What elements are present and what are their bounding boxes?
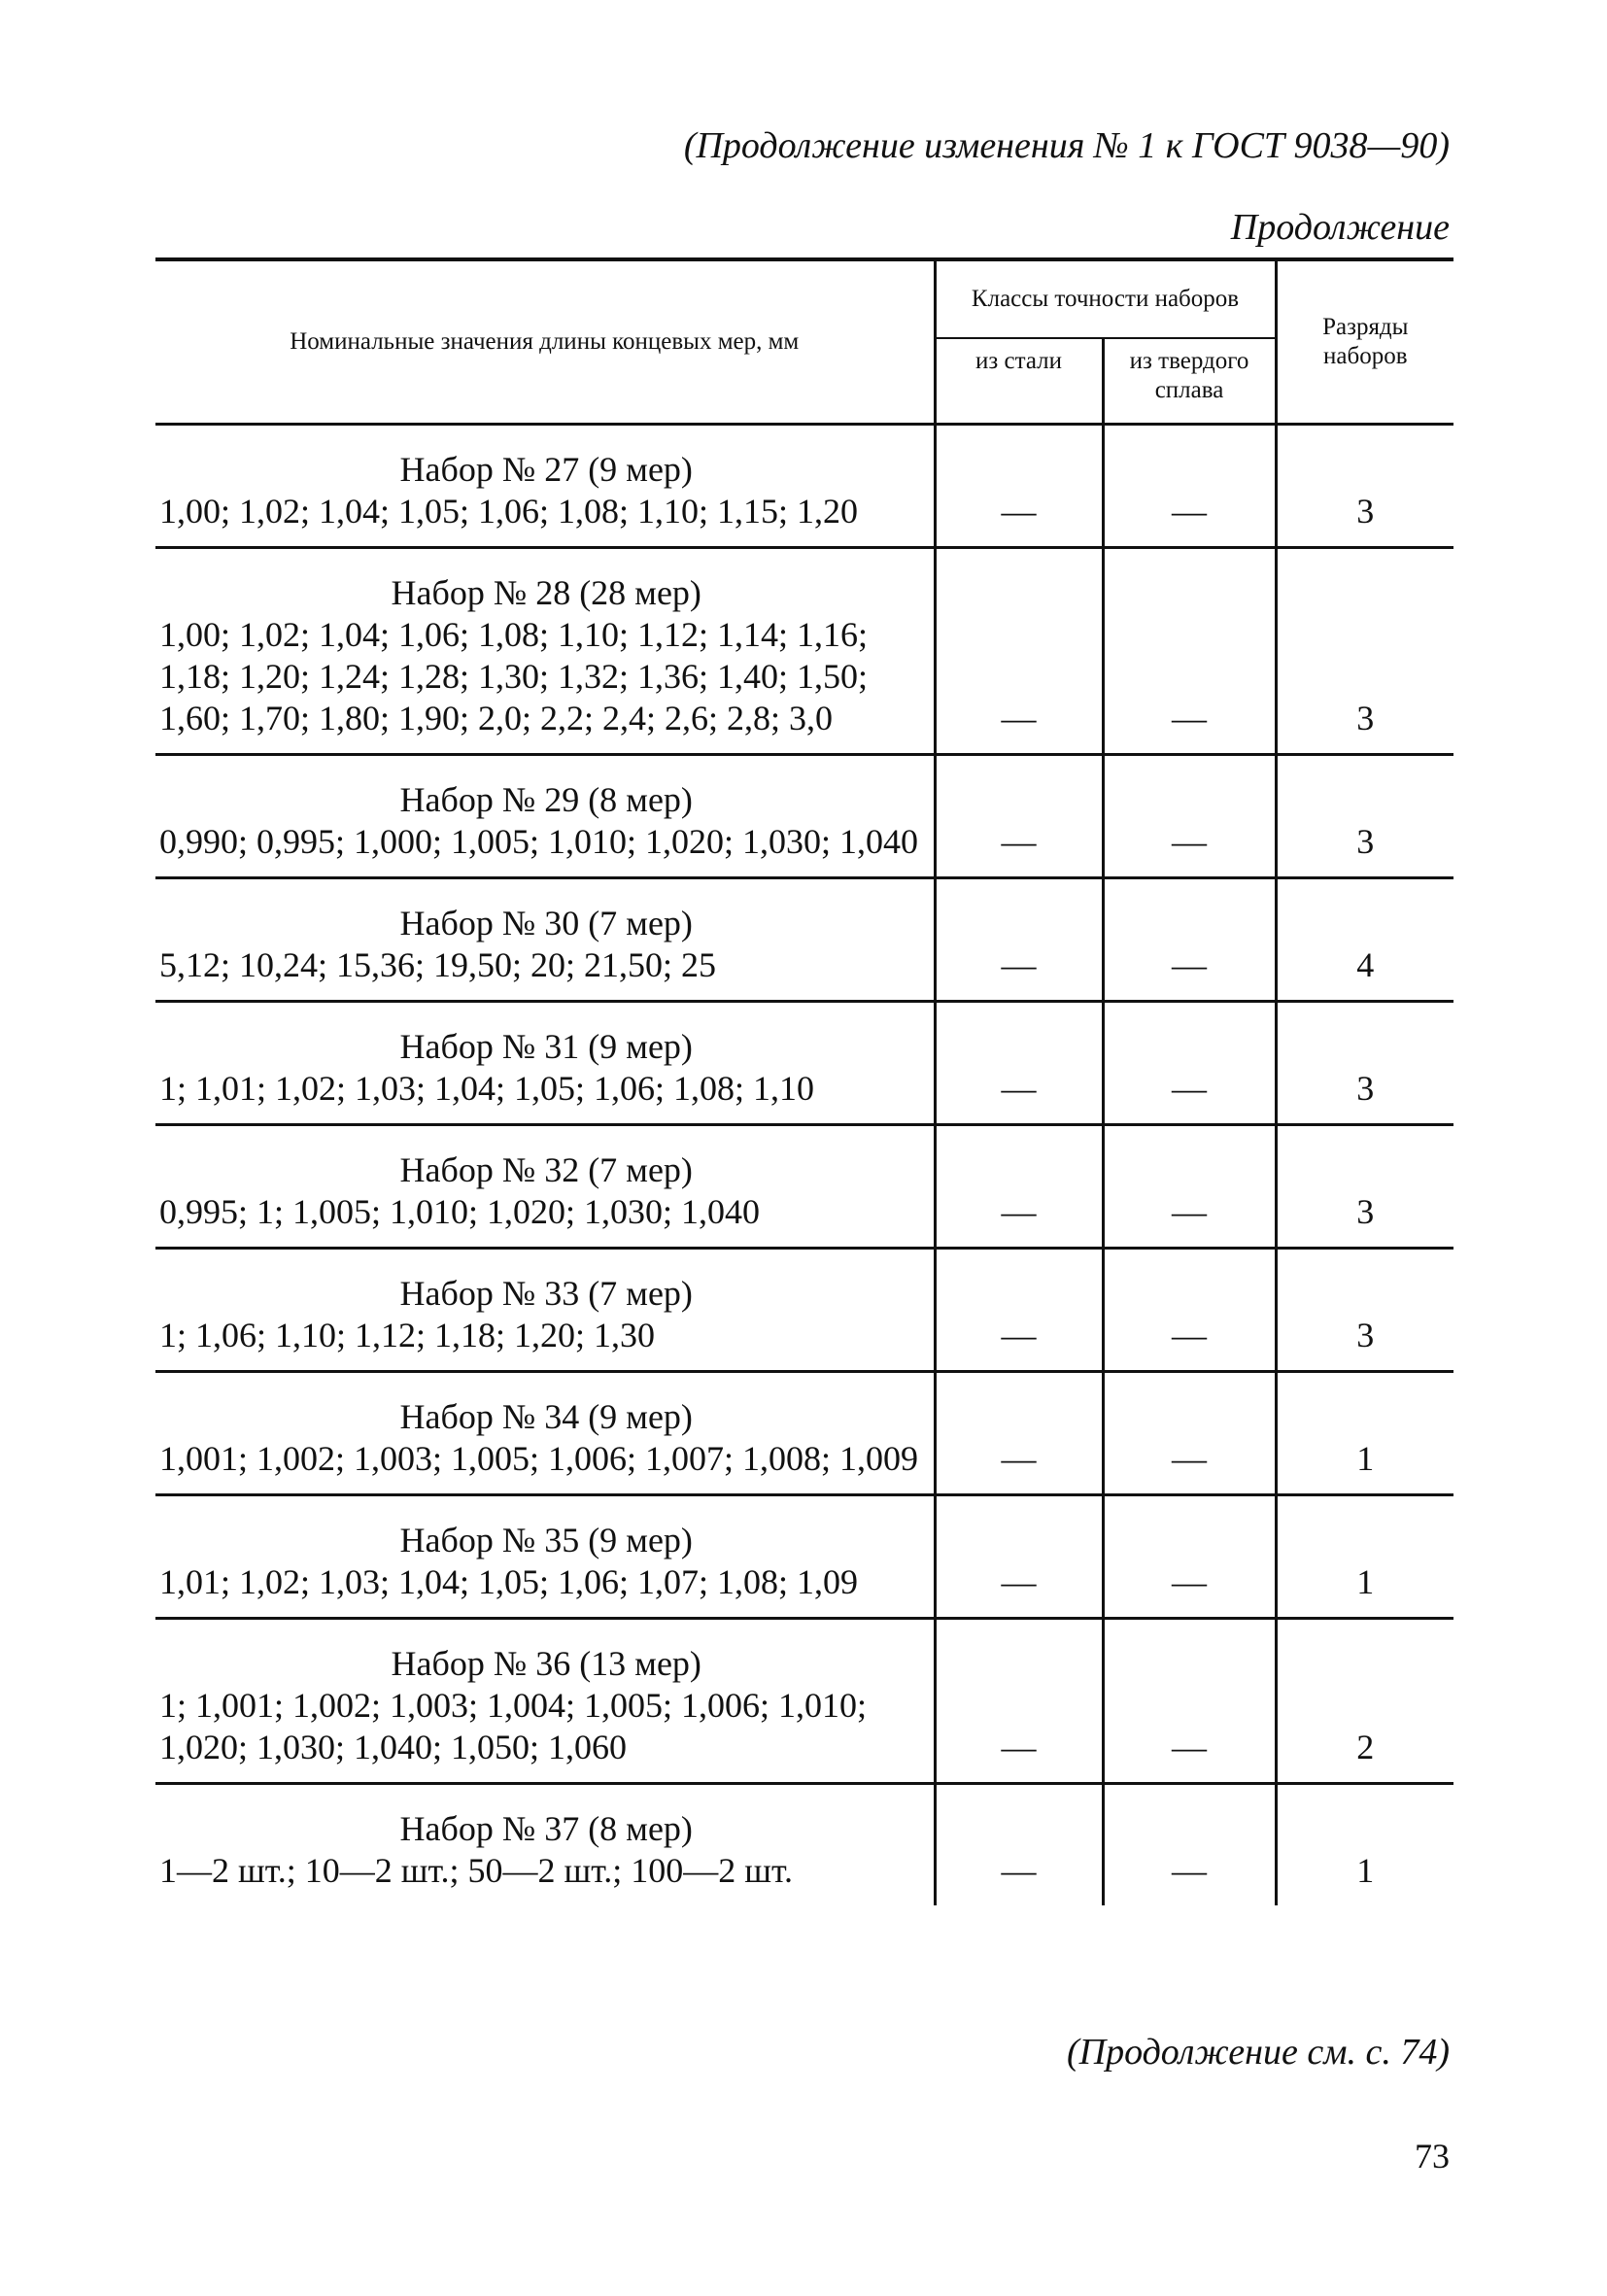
set-description (155, 1002, 935, 1125)
table-row (155, 1249, 1453, 1372)
set-title: Набор № 37 (8 мер) (399, 1809, 693, 1848)
continuation-note: (Продолжение см. с. 74) (1066, 2032, 1450, 2073)
column-header-accuracy-classes: Классы точности наборов (935, 259, 1276, 338)
set-description (155, 425, 935, 548)
set-title: Набор № 34 (9 мер) (399, 1397, 693, 1436)
table-row (155, 425, 1453, 548)
steel-class-cell: — (935, 1125, 1103, 1249)
steel-class-cell: — (935, 1495, 1103, 1619)
table-row (155, 755, 1453, 878)
grade-cell: 3 (1276, 1249, 1453, 1372)
set-values: 1; 1,001; 1,002; 1,003; 1,004; 1,005; 1,006; 1,010; 1,020; 1,030; 1,040; 1,050; 1,060 (159, 1686, 868, 1766)
set-values: 1; 1,01; 1,02; 1,03; 1,04; 1,05; 1,06; 1,08; 1,10 (159, 1069, 815, 1108)
grade-cell: 1 (1276, 1495, 1453, 1619)
column-header-hard-alloy: из твердого сплава (1103, 338, 1276, 425)
set-title: Набор № 31 (9 мер) (399, 1027, 693, 1066)
hard-alloy-class-cell: — (1103, 755, 1276, 878)
hard-alloy-class-cell: — (1103, 1125, 1276, 1249)
steel-class-cell: — (935, 755, 1103, 878)
table-row (155, 1125, 1453, 1249)
set-description (155, 548, 935, 755)
set-title: Набор № 33 (7 мер) (399, 1274, 693, 1313)
set-values: 0,990; 0,995; 1,000; 1,005; 1,010; 1,020; 1,030; 1,040 (159, 822, 919, 861)
set-title: Набор № 27 (9 мер) (399, 450, 693, 489)
set-values: 1,01; 1,02; 1,03; 1,04; 1,05; 1,06; 1,07; 1,08; 1,09 (159, 1562, 859, 1601)
gauge-block-sets-table (155, 257, 1453, 1905)
steel-class-cell: — (935, 1249, 1103, 1372)
table-row (155, 1495, 1453, 1619)
table-row (155, 878, 1453, 1002)
hard-alloy-class-cell: — (1103, 1784, 1276, 1906)
table-row (155, 1372, 1453, 1495)
steel-class-cell: — (935, 1372, 1103, 1495)
grade-cell: 2 (1276, 1619, 1453, 1784)
hard-alloy-class-cell: — (1103, 1495, 1276, 1619)
steel-class-cell: — (935, 1002, 1103, 1125)
table-row (155, 1002, 1453, 1125)
page-header: (Продолжение изменения № 1 к ГОСТ 9038—90) (683, 125, 1450, 166)
column-header-grades: Разряды наборов (1276, 259, 1453, 425)
grade-cell: 3 (1276, 1125, 1453, 1249)
set-description (155, 1372, 935, 1495)
set-values: 1—2 шт.; 10—2 шт.; 50—2 шт.; 100—2 шт. (159, 1851, 793, 1890)
table-row (155, 1619, 1453, 1784)
set-values: 1,001; 1,002; 1,003; 1,005; 1,006; 1,007; 1,008; 1,009 (159, 1439, 919, 1478)
set-description (155, 1784, 935, 1906)
grade-cell: 4 (1276, 878, 1453, 1002)
table-row (155, 1784, 1453, 1906)
set-values: 1,00; 1,02; 1,04; 1,05; 1,06; 1,08; 1,10; 1,15; 1,20 (159, 492, 859, 531)
grade-cell: 1 (1276, 1372, 1453, 1495)
set-values: 1,00; 1,02; 1,04; 1,06; 1,08; 1,10; 1,12; 1,14; 1,16; 1,18; 1,20; 1,24; 1,28; 1,30; 1,32; 1,36; 1,40; 1,50; 1,60; 1,70; 1,80; 1,90; 2,0; 2,2; 2,4; 2,6; 2,8; 3,0 (159, 615, 869, 737)
hard-alloy-class-cell: — (1103, 1002, 1276, 1125)
table-row (155, 548, 1453, 755)
hard-alloy-class-cell: — (1103, 1619, 1276, 1784)
set-title: Набор № 32 (7 мер) (399, 1150, 693, 1189)
continuation-label: Продолжение (1230, 207, 1450, 248)
steel-class-cell: — (935, 1784, 1103, 1906)
hard-alloy-class-cell: — (1103, 425, 1276, 548)
set-description (155, 1619, 935, 1784)
set-description (155, 1495, 935, 1619)
set-description (155, 878, 935, 1002)
hard-alloy-class-cell: — (1103, 1249, 1276, 1372)
hard-alloy-class-cell: — (1103, 878, 1276, 1002)
steel-class-cell: — (935, 425, 1103, 548)
steel-class-cell: — (935, 878, 1103, 1002)
set-title: Набор № 30 (7 мер) (399, 904, 693, 942)
set-title: Набор № 35 (9 мер) (399, 1521, 693, 1559)
set-description (155, 1249, 935, 1372)
set-title: Набор № 28 (28 мер) (391, 573, 701, 612)
grade-cell: 3 (1276, 425, 1453, 548)
set-description (155, 755, 935, 878)
grade-cell: 3 (1276, 1002, 1453, 1125)
grade-cell: 3 (1276, 548, 1453, 755)
steel-class-cell: — (935, 548, 1103, 755)
steel-class-cell: — (935, 1619, 1103, 1784)
column-header-steel: из стали (935, 338, 1103, 425)
column-header-nominal: Номинальные значения длины концевых мер, мм (155, 259, 935, 425)
set-title: Набор № 36 (13 мер) (391, 1644, 701, 1683)
page-number: 73 (1415, 2137, 1450, 2176)
grade-cell: 3 (1276, 755, 1453, 878)
set-values: 1; 1,06; 1,10; 1,12; 1,18; 1,20; 1,30 (159, 1316, 656, 1354)
set-description (155, 1125, 935, 1249)
set-values: 0,995; 1; 1,005; 1,010; 1,020; 1,030; 1,040 (159, 1192, 761, 1231)
hard-alloy-class-cell: — (1103, 1372, 1276, 1495)
hard-alloy-class-cell: — (1103, 548, 1276, 755)
grade-cell: 1 (1276, 1784, 1453, 1906)
set-values: 5,12; 10,24; 15,36; 19,50; 20; 21,50; 25 (159, 945, 717, 984)
set-title: Набор № 29 (8 мер) (399, 780, 693, 819)
